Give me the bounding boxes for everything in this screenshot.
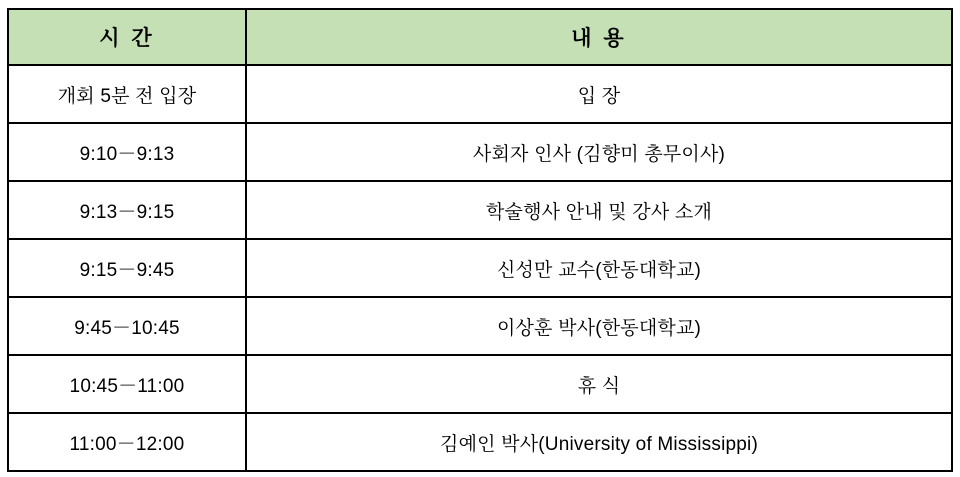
column-header-time: 시 간 [8, 9, 246, 65]
table-row [8, 297, 952, 355]
cell-time: 10:45－11:00 [8, 355, 246, 413]
cell-content: 입 장 [246, 65, 952, 123]
cell-time: 9:13－9:15 [8, 181, 246, 239]
cell-time: 9:15－9:45 [8, 239, 246, 297]
table-body [8, 65, 952, 471]
table-header [8, 9, 952, 65]
cell-time: 9:10－9:13 [8, 123, 246, 181]
cell-time: 11:00－12:00 [8, 413, 246, 471]
cell-content: 신성만 교수(한동대학교) [246, 239, 952, 297]
table-row [8, 413, 952, 471]
schedule-table [7, 8, 953, 472]
table-row [8, 239, 952, 297]
cell-content: 학술행사 안내 및 강사 소개 [246, 181, 952, 239]
cell-time: 9:45－10:45 [8, 297, 246, 355]
table-row [8, 65, 952, 123]
table-row [8, 123, 952, 181]
cell-content: 사회자 인사 (김향미 총무이사) [246, 123, 952, 181]
table-row [8, 181, 952, 239]
table-header-row [8, 9, 952, 65]
cell-content: 이상훈 박사(한동대학교) [246, 297, 952, 355]
table-row [8, 355, 952, 413]
column-header-content: 내 용 [246, 9, 952, 65]
cell-content: 김예인 박사(University of Mississippi) [246, 413, 952, 471]
cell-time: 개회 5분 전 입장 [8, 65, 246, 123]
cell-content: 휴 식 [246, 355, 952, 413]
